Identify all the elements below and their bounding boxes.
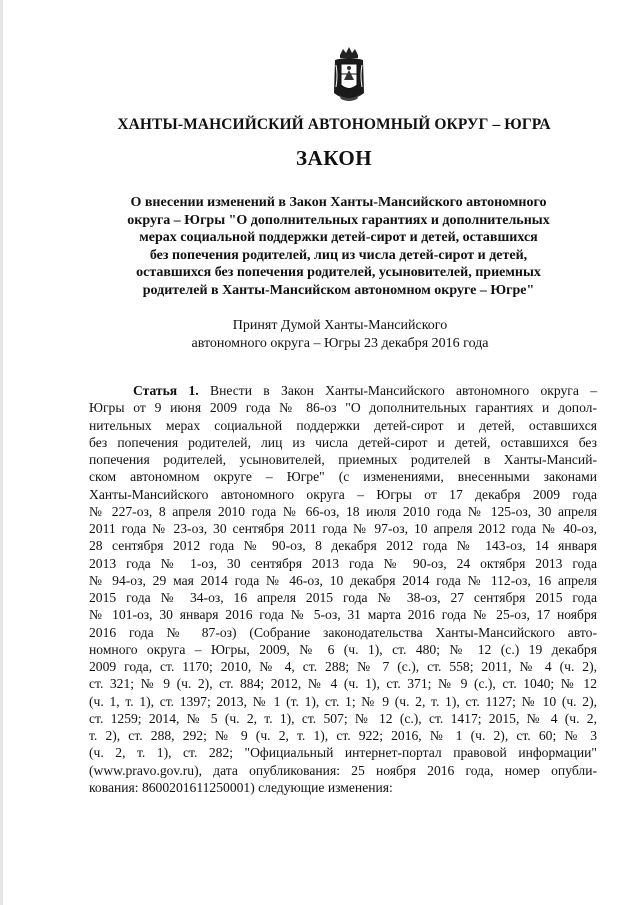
article-first-line-text: Внести в Закон Ханты-Мансийского автономного округа – <box>210 383 598 398</box>
adoption-line: Принят Думой Ханты-Мансийского <box>232 318 448 333</box>
scan-edge <box>0 0 3 905</box>
article-line: (ч. 1, т. 1), ст. 1397; 2013, № 1 (т. 1), ст. 1; № 9 (ч. 2, т. 1), ст. 1127; № 10 (ч. 2), <box>89 693 597 709</box>
article-line: № 94-оз, 29 мая 2014 года № 46-оз, 10 декабря 2014 года № 112-оз, 16 апреля <box>89 572 597 588</box>
article-line: 2016 года № 87-оз) (Собрание законодательства Ханты-Мансийского авто- <box>89 624 597 640</box>
article-line: без попечения родителей, лиц из числа детей-сирот и детей, оставшихся без <box>89 434 597 450</box>
article-line: 2013 года № 1-оз, 30 сентября 2013 года № 90-оз, 24 октября 2013 года <box>89 555 597 571</box>
article-line: 2011 года № 23-оз, 30 сентября 2011 года № 97-оз, 10 апреля 2012 года № 40-оз, <box>89 521 597 536</box>
article-line: попечения родителей, усыновителей, приемных родителей в Ханты-Мансий- <box>89 452 597 467</box>
article-line: 2015 года № 34-оз, 16 апреля 2015 года № 38-оз, 27 сентября 2015 года <box>89 590 597 605</box>
article-line: Ханты-Мансийского автономного округа – Югры от 17 декабря 2009 года <box>89 486 597 502</box>
law-title-line: оставшихся без попечения родителей, усыновителей, приемных <box>136 265 541 280</box>
law-title-line: мерах социальной поддержки детей-сирот и детей, оставшихся <box>139 230 538 245</box>
region-title: ХАНТЫ-МАНСИЙСКИЙ АВТОНОМНЫЙ ОКРУГ – ЮГРА <box>117 116 551 133</box>
article-line: № 227-оз, 8 апреля 2010 года № 66-оз, 18 июля 2010 года № 125-оз, 30 апреля <box>89 503 597 519</box>
law-title-line: округа – Югры "О дополнительных гарантиях и дополнительных <box>127 212 550 228</box>
article-line: (www.pravo.gov.ru), дата опубликования: 25 ноября 2016 года, номер опубли- <box>89 762 597 778</box>
article-line: номного округа – Югры, 2009, № 6 (ч. 1), ст. 480; № 12 (с.) 19 декабря <box>89 641 597 657</box>
adoption-line: автономного округа – Югры 23 декабря 2016 года <box>191 336 489 351</box>
article-1 <box>89 382 597 796</box>
article-line: (ч. 2, т. 1), ст. 282; "Официальный интернет-портал правовой информации" <box>89 745 597 761</box>
law-title-line: родителей в Ханты-Мансийском автономном округе – Югре" <box>142 282 535 298</box>
article-label: Статья 1. <box>133 383 199 398</box>
law-title <box>96 194 581 299</box>
article-line: т. 2), ст. 288, 292; № 9 (ч. 2, т. 1), ст. 922; 2016, № 1 (ч. 2), ст. 60; № 3 <box>89 728 597 743</box>
article-line: 28 сентября 2012 года № 90-оз, 8 декабря 2012 года № 143-оз, 14 января <box>89 538 597 554</box>
article-line: № 101-оз, 30 января 2016 года № 5-оз, 31 марта 2016 года № 25-оз, 17 ноября <box>89 607 597 623</box>
article-line: Югры от 9 июня 2009 года № 86-оз "О дополнительных гарантиях и допол- <box>89 400 597 416</box>
document-type-heading: ЗАКОН <box>295 146 373 170</box>
adoption-note <box>140 317 540 353</box>
coat-of-arms-emblem-icon <box>331 45 367 107</box>
law-title-line: без попечения родителей, лиц из числа детей-сирот и детей, <box>149 247 528 263</box>
law-title-line: О внесении изменений в Закон Ханты-Мансийского автономного <box>130 195 547 210</box>
article-line: ст. 321; № 9 (ч. 2), ст. 884; 2012, № 4 (ч. 1), ст. 371; № 9 (с.), ст. 1040; № 12 <box>89 676 597 692</box>
article-line: ском автономном округе – Югре" (с изменениями, внесенными законами <box>89 469 597 485</box>
article-line: ст. 1259; 2014, № 5 (ч. 2, т. 1), ст. 507; № 12 (с.), ст. 1417; 2015, № 4 (ч. 2, <box>89 710 597 726</box>
article-line: 2009 года, ст. 1170; 2010, № 4, ст. 288; № 7 (с.), ст. 558; 2011, № 4 (ч. 2), <box>89 659 597 674</box>
article-line: нительных мерах социальной поддержки детей-сирот и детей, оставшихся <box>89 417 597 433</box>
article-first-line <box>89 382 597 399</box>
article-line: кования: 8600201611250001) следующие изменения: <box>89 779 393 795</box>
